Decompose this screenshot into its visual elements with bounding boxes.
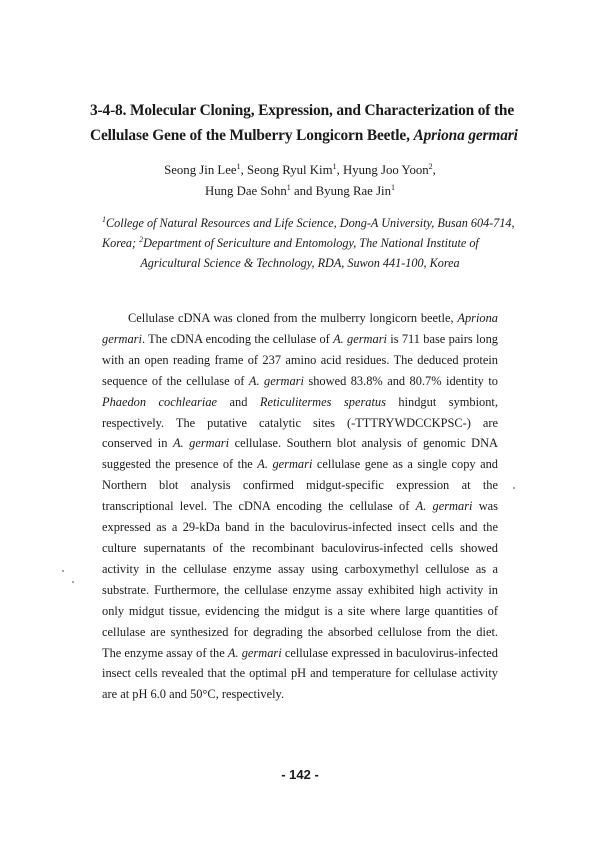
abstract-text: and (217, 394, 260, 409)
species-name: Apriona germari (102, 311, 498, 346)
species-name: A. germari (333, 331, 387, 346)
abstract-text: cellulase. Southern blot analysis of genomic DNA suggested the presence of the (102, 436, 498, 472)
author-line-2 (90, 181, 510, 202)
abstract-text: hindgut symbiont, respectively. The putative catalytic sites (-TTTRYWDCCKPSC-) are conserved in (102, 394, 498, 451)
species-name: A. germari (415, 499, 473, 514)
title-species: Apriona germari (413, 127, 518, 144)
affiliation-line-3: Agricultural Science & Technology, RDA, Suwon 441-100, Korea (140, 256, 460, 270)
page-number: - 142 - (281, 767, 319, 782)
author-affil-mark: 1 (332, 162, 337, 171)
author-separator: , (336, 163, 343, 177)
author-name: Hyung Joo Yoon (342, 163, 429, 177)
affil-mark: 1 (102, 215, 106, 224)
species-name: A. germari (227, 645, 282, 660)
abstract-text: was expressed as a 29-kDa band in the baculovirus-infected insect cells and the culture supernatants of the recombinant baculovirus-infected cells showed activity in the cellulase enzyme assay using carboxymethyl cellulose as a substrate. Furthermore, the cellulase enzyme assay exhibited high activity in only midgut tissue, evidencing the midgut is a site where large quantities of cellulase are synthesized for degrading the absorbed cellulose from the diet. The enzyme assay of the (102, 499, 498, 660)
author-name: Byung Rae Jin (315, 184, 391, 198)
affiliations (102, 213, 515, 273)
author-affil-mark: 1 (286, 183, 291, 192)
author-name: Hung Dae Sohn (205, 184, 287, 198)
title-line-2-text: Cellulase Gene of the Mulberry Longicorn Beetle, (90, 127, 414, 144)
author-affil-mark: 1 (391, 183, 395, 192)
affil-mark: 2 (139, 235, 144, 244)
author-affil-mark: 1 (236, 162, 241, 171)
author-separator: , (432, 163, 436, 177)
abstract (102, 308, 498, 705)
affiliation-line-2 (102, 233, 498, 253)
affiliation-text: Korea; (102, 236, 140, 250)
scan-speck (72, 581, 74, 583)
affiliation-line-1 (102, 213, 515, 233)
species-name: A. germari (257, 457, 313, 472)
abstract-paragraph (102, 308, 498, 705)
author-name: Seong Ryul Kim (247, 163, 333, 177)
scan-speck (62, 570, 64, 572)
affiliation-text: Department of Sericulture and Entomology, The National Institute of (143, 236, 479, 250)
species-name: A. germari (172, 436, 230, 451)
paper-title (90, 98, 518, 148)
species-name: Reticulitermes speratus (259, 394, 386, 409)
abstract-text: cellulase gene as a single copy and Northern blot analysis confirmed midgut-specific expression at the transcriptional level. The cDNA encoding the cellulase of (102, 457, 498, 514)
affiliation-text: College of Natural Resources and Life Science, Dong-A University, Busan 604-714, (106, 216, 515, 230)
abstract-text: cellulase expressed in baculovirus-infected insect cells revealed that the optimal pH and temperature for cellulase activity are at pH 6.0 and 50°C, respectively. (102, 645, 498, 702)
abstract-text: . The cDNA encoding the cellulase of (141, 331, 334, 346)
abstract-text: showed 83.8% and 80.7% identity to (303, 373, 498, 388)
abstract-text: is 711 base pairs long with an open reading frame of 237 amino acid residues. The deduced protein sequence of the cellulase of (102, 331, 498, 388)
species-name: Phaedon cochleariae (102, 394, 218, 409)
author-name: Seong Jin Lee (164, 163, 237, 177)
author-conjunction: and (290, 184, 316, 198)
species-name: A. germari (248, 373, 304, 388)
author-separator: , (240, 163, 248, 177)
author-list (90, 160, 510, 202)
author-affil-mark: 2 (428, 162, 433, 171)
scan-speck (513, 487, 515, 489)
title-line-2 (90, 123, 518, 148)
abstract-text: Cellulase cDNA was cloned from the mulberry longicorn beetle, (128, 311, 458, 325)
title-line-1: 3-4-8. Molecular Cloning, Expression, and Characterization of the (90, 102, 515, 119)
author-line-1 (90, 160, 510, 181)
